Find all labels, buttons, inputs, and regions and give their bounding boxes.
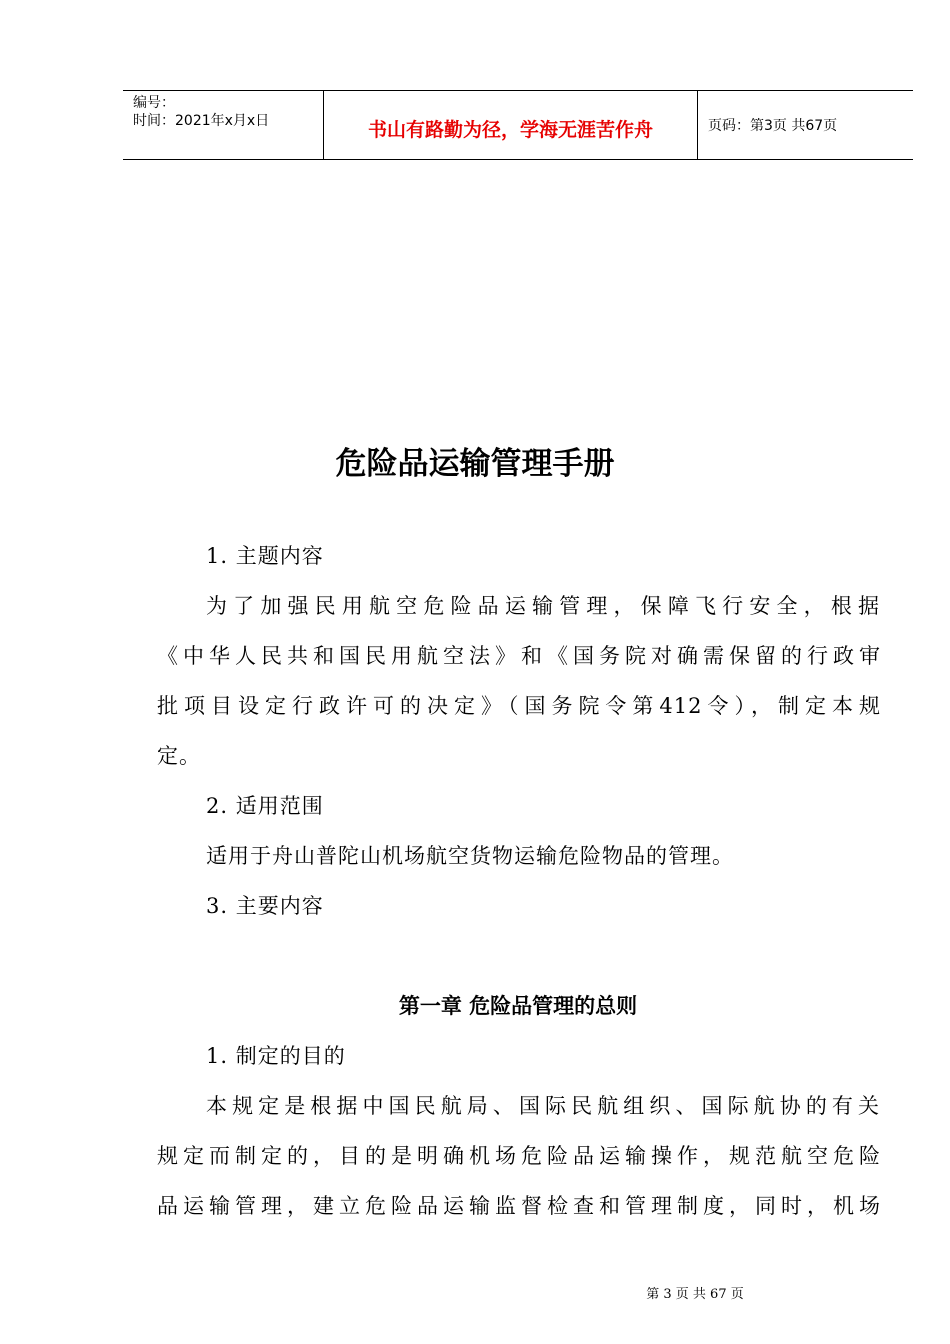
section-heading-subject: 1. 主题内容 xyxy=(206,544,324,568)
paragraph-line: 规定而制定的，目的是明确机场危险品运输操作，规范航空危险 xyxy=(157,1144,881,1168)
paragraph-line: 本规定是根据中国民航局、国际民航组织、国际航协的有关 xyxy=(206,1094,880,1118)
header-motto: 书山有路勤为径，学海无涯苦作舟 xyxy=(367,119,653,141)
section-heading-purpose: 1. 制定的目的 xyxy=(206,1044,346,1068)
paragraph-line: 《中华人民共和国民用航空法》和《国务院对确需保留的行政审 xyxy=(157,644,881,668)
paragraph-line: 定。 xyxy=(157,744,201,768)
chapter-title: 第一章 危险品管理的总则 xyxy=(398,994,638,1018)
document-number-label: 编号： xyxy=(133,95,175,111)
page-header xyxy=(123,90,913,160)
header-page-info: 页码：第3页 共67页 xyxy=(708,118,838,134)
page-footer: 第 3 页 共 67 页 xyxy=(646,1287,744,1302)
paragraph-line: 品运输管理，建立危险品运输监督检查和管理制度，同时，机场 xyxy=(157,1194,881,1218)
paragraph-line: 适用于舟山普陀山机场航空货物运输危险物品的管理。 xyxy=(206,844,734,868)
document-title: 危险品运输管理手册 xyxy=(335,446,615,482)
document-time-label: 时间：2021年x月x日 xyxy=(133,113,270,129)
section-heading-main-content: 3. 主要内容 xyxy=(206,894,324,918)
paragraph-line: 批项目设定行政许可的决定》（国务院令第412令），制定本规 xyxy=(157,694,881,718)
header-right-cell xyxy=(698,91,913,159)
section-heading-scope: 2. 适用范围 xyxy=(206,794,324,818)
paragraph-line: 为了加强民用航空危险品运输管理，保障飞行安全，根据 xyxy=(206,594,880,618)
header-middle-cell xyxy=(324,91,698,159)
header-left-cell xyxy=(123,91,324,159)
